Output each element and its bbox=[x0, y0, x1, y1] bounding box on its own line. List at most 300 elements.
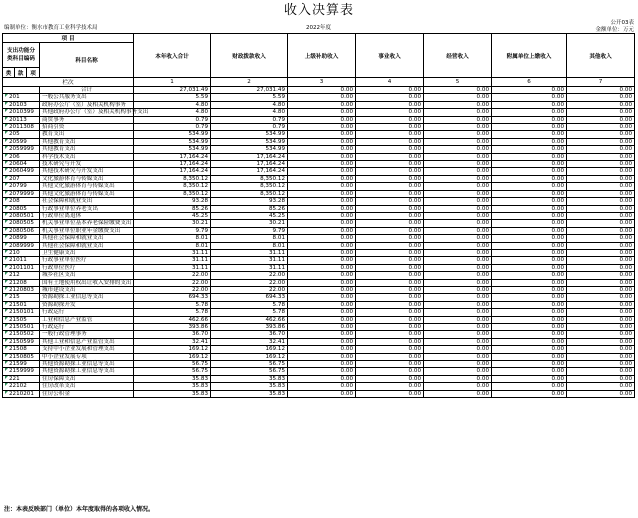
row-value: 0.00 bbox=[424, 146, 492, 153]
row-value: 534.99 bbox=[211, 131, 288, 138]
row-value: 0.00 bbox=[288, 109, 356, 116]
row-value: 0.00 bbox=[356, 116, 424, 123]
row-value: 0.00 bbox=[424, 264, 492, 271]
row-value: 56.75 bbox=[211, 368, 288, 375]
table-row bbox=[3, 146, 635, 153]
row-value: 0.00 bbox=[567, 338, 635, 345]
row-value: 0.00 bbox=[288, 205, 356, 212]
table-row bbox=[3, 168, 635, 175]
table-row bbox=[3, 242, 635, 249]
row-value: 0.00 bbox=[288, 131, 356, 138]
row-name: 政府办公厅（室）及相关机构事务 bbox=[40, 101, 134, 108]
cell-marker-icon bbox=[5, 206, 8, 209]
cell-marker-icon bbox=[5, 139, 8, 142]
row-code-text: 21501 bbox=[9, 301, 27, 308]
row-value: 8,350.12 bbox=[134, 190, 211, 197]
cell-marker-icon bbox=[5, 302, 8, 305]
row-value: 85.26 bbox=[134, 205, 211, 212]
row-code bbox=[3, 227, 40, 234]
row-code-text: 205 bbox=[9, 131, 20, 138]
row-value: 36.70 bbox=[211, 331, 288, 338]
table-row bbox=[3, 131, 635, 138]
cell-marker-icon bbox=[5, 102, 8, 105]
cell-marker-icon bbox=[5, 228, 8, 231]
row-value: 22.00 bbox=[134, 272, 211, 279]
row-value: 0.00 bbox=[288, 301, 356, 308]
row-code-text: 221 bbox=[9, 375, 20, 382]
row-value: 35.83 bbox=[134, 390, 211, 397]
report-title: 收入决算表 bbox=[283, 3, 354, 18]
row-value: 0.00 bbox=[492, 301, 567, 308]
row-value: 35.83 bbox=[211, 383, 288, 390]
row-value: 8,350.12 bbox=[134, 175, 211, 182]
row-code-text: 20899 bbox=[9, 235, 27, 242]
table-row bbox=[3, 361, 635, 368]
table-row bbox=[3, 279, 635, 286]
row-code bbox=[3, 220, 40, 227]
row-value: 4.80 bbox=[211, 109, 288, 116]
row-value: 0.00 bbox=[492, 279, 567, 286]
row-value: 0.00 bbox=[567, 257, 635, 264]
cell-marker-icon bbox=[5, 339, 8, 342]
row-code-text: 2101101 bbox=[9, 264, 34, 271]
cell-marker-icon bbox=[5, 361, 8, 364]
cell-marker-icon bbox=[5, 317, 8, 320]
row-code bbox=[3, 375, 40, 382]
table-row bbox=[3, 331, 635, 338]
cell-marker-icon bbox=[5, 391, 8, 394]
table-row bbox=[3, 183, 635, 190]
row-code bbox=[3, 190, 40, 197]
row-value: 0.00 bbox=[492, 286, 567, 293]
row-value: 0.00 bbox=[424, 235, 492, 242]
row-value: 0.00 bbox=[492, 390, 567, 397]
row-name: 技术研究与开发 bbox=[40, 161, 134, 168]
row-value: 169.12 bbox=[211, 353, 288, 360]
row-name: 机关事业单位基本养老保险缴费支出 bbox=[40, 220, 134, 227]
row-name: 住房改革支出 bbox=[40, 383, 134, 390]
row-code-text: 21208 bbox=[9, 279, 27, 286]
cell-marker-icon bbox=[5, 176, 8, 179]
row-value: 0.00 bbox=[492, 116, 567, 123]
row-code bbox=[3, 205, 40, 212]
row-code-text: 20113 bbox=[9, 116, 27, 123]
row-value: 393.86 bbox=[211, 324, 288, 331]
row-value: 0.00 bbox=[356, 346, 424, 353]
table-row bbox=[3, 390, 635, 397]
row-name: 支持中小企业发展和管理支出 bbox=[40, 346, 134, 353]
row-value: 9.79 bbox=[211, 227, 288, 234]
row-name: 商贸事务 bbox=[40, 116, 134, 123]
table-row bbox=[3, 198, 635, 205]
table-row bbox=[3, 338, 635, 345]
row-value: 0.00 bbox=[567, 131, 635, 138]
row-value: 0.00 bbox=[356, 279, 424, 286]
row-code bbox=[3, 101, 40, 108]
row-value: 0.00 bbox=[288, 183, 356, 190]
row-code bbox=[3, 390, 40, 397]
row-value: 0.00 bbox=[356, 264, 424, 271]
row-name: 一般公共服务支出 bbox=[40, 94, 134, 101]
row-name: 其他社会保障和就业支出 bbox=[40, 242, 134, 249]
row-value: 0.00 bbox=[567, 87, 635, 94]
row-value: 8,350.12 bbox=[211, 175, 288, 182]
row-value: 0.00 bbox=[288, 227, 356, 234]
col-index-label: 栏次 bbox=[3, 78, 134, 87]
row-value: 0.00 bbox=[356, 175, 424, 182]
row-value: 393.86 bbox=[134, 324, 211, 331]
cell-marker-icon bbox=[5, 131, 8, 134]
row-value: 0.00 bbox=[424, 301, 492, 308]
row-value: 30.21 bbox=[134, 220, 211, 227]
row-value: 0.00 bbox=[356, 361, 424, 368]
row-value: 0.00 bbox=[492, 212, 567, 219]
cell-marker-icon bbox=[5, 183, 8, 186]
row-value: 0.00 bbox=[492, 205, 567, 212]
row-code bbox=[3, 294, 40, 301]
row-value: 0.00 bbox=[492, 338, 567, 345]
cell-marker-icon bbox=[5, 117, 8, 120]
row-name: 其他教育支出 bbox=[40, 146, 134, 153]
row-value: 0.00 bbox=[492, 324, 567, 331]
row-value: 0.00 bbox=[424, 309, 492, 316]
row-value: 0.00 bbox=[356, 338, 424, 345]
row-value: 0.00 bbox=[356, 168, 424, 175]
table-row bbox=[3, 124, 635, 131]
row-value: 0.00 bbox=[567, 175, 635, 182]
row-value: 0.00 bbox=[567, 242, 635, 249]
row-value: 0.00 bbox=[567, 368, 635, 375]
row-name: 其他社会保障和就业支出 bbox=[40, 235, 134, 242]
row-value: 169.12 bbox=[134, 346, 211, 353]
row-value: 0.00 bbox=[288, 286, 356, 293]
cell-marker-icon bbox=[5, 383, 8, 386]
table-row bbox=[3, 368, 635, 375]
row-value: 93.28 bbox=[211, 198, 288, 205]
row-value: 462.66 bbox=[211, 316, 288, 323]
table-row bbox=[3, 220, 635, 227]
row-name: 工业和信息产业监管 bbox=[40, 316, 134, 323]
project-header: 项 目 bbox=[3, 34, 134, 43]
table-row bbox=[3, 316, 635, 323]
row-name: 社会保障和就业支出 bbox=[40, 198, 134, 205]
row-code-text: 2089999 bbox=[9, 242, 34, 249]
row-code-text: 2080501 bbox=[9, 212, 34, 219]
row-name: 其他资源勘探工业信息等支出 bbox=[40, 361, 134, 368]
row-code-text: 2059999 bbox=[9, 146, 34, 153]
table-row bbox=[3, 249, 635, 256]
row-value: 0.00 bbox=[356, 124, 424, 131]
row-value: 0.00 bbox=[356, 242, 424, 249]
row-value: 0.00 bbox=[356, 183, 424, 190]
row-value: 0.00 bbox=[424, 205, 492, 212]
row-value: 35.83 bbox=[134, 383, 211, 390]
row-value: 0.00 bbox=[288, 249, 356, 256]
row-value: 0.00 bbox=[492, 161, 567, 168]
row-value: 0.00 bbox=[288, 146, 356, 153]
row-value: 0.00 bbox=[424, 324, 492, 331]
row-value: 0.00 bbox=[424, 124, 492, 131]
row-code bbox=[3, 168, 40, 175]
row-value: 0.00 bbox=[492, 198, 567, 205]
row-code-text: 20604 bbox=[9, 161, 27, 168]
row-value: 0.00 bbox=[567, 146, 635, 153]
row-value: 0.00 bbox=[424, 286, 492, 293]
row-value: 36.70 bbox=[134, 331, 211, 338]
row-value: 0.00 bbox=[424, 116, 492, 123]
row-code bbox=[3, 316, 40, 323]
table-row bbox=[3, 101, 635, 108]
row-value: 0.00 bbox=[492, 272, 567, 279]
row-value: 0.00 bbox=[424, 257, 492, 264]
row-name: 行政事业单位医疗 bbox=[40, 257, 134, 264]
row-name: 卫生健康支出 bbox=[40, 249, 134, 256]
row-name: 合计 bbox=[40, 87, 134, 94]
table-row bbox=[3, 109, 635, 116]
row-value: 8,350.12 bbox=[211, 183, 288, 190]
row-value: 0.00 bbox=[492, 368, 567, 375]
cell-marker-icon bbox=[5, 346, 8, 349]
row-value: 0.00 bbox=[288, 257, 356, 264]
row-value: 5.59 bbox=[211, 94, 288, 101]
cell-marker-icon bbox=[5, 168, 8, 171]
cell-marker-icon bbox=[5, 280, 8, 283]
row-value: 0.00 bbox=[424, 212, 492, 219]
row-value: 0.00 bbox=[567, 109, 635, 116]
row-value: 0.00 bbox=[492, 257, 567, 264]
col-header-business: 经营收入 bbox=[424, 34, 492, 78]
row-code-text: 20799 bbox=[9, 183, 27, 190]
row-code bbox=[3, 109, 40, 116]
row-value: 0.00 bbox=[567, 212, 635, 219]
row-value: 169.12 bbox=[134, 353, 211, 360]
row-name: 其他文化旅游体育与传媒支出 bbox=[40, 190, 134, 197]
row-value: 0.00 bbox=[567, 279, 635, 286]
row-value: 0.00 bbox=[356, 272, 424, 279]
row-value: 17,164.24 bbox=[134, 168, 211, 175]
row-value: 0.00 bbox=[424, 94, 492, 101]
row-value: 4.80 bbox=[134, 101, 211, 108]
income-table bbox=[2, 33, 635, 398]
row-name: 其他资源勘探工业信息等支出 bbox=[40, 368, 134, 375]
row-code bbox=[3, 264, 40, 271]
row-value: 45.25 bbox=[134, 212, 211, 219]
table-row bbox=[3, 264, 635, 271]
row-value: 22.00 bbox=[211, 279, 288, 286]
row-value: 0.00 bbox=[567, 301, 635, 308]
table-row bbox=[3, 235, 635, 242]
table-row bbox=[3, 138, 635, 145]
cell-marker-icon bbox=[5, 243, 8, 246]
row-code bbox=[3, 183, 40, 190]
row-value: 0.00 bbox=[288, 338, 356, 345]
row-name: 其他工业和信息产业监管支出 bbox=[40, 338, 134, 345]
row-value: 0.00 bbox=[567, 361, 635, 368]
row-value: 0.00 bbox=[424, 279, 492, 286]
table-row bbox=[3, 161, 635, 168]
row-value: 0.00 bbox=[288, 94, 356, 101]
row-value: 0.00 bbox=[492, 168, 567, 175]
row-value: 0.00 bbox=[356, 294, 424, 301]
col-header-affiliate: 附属单位上缴收入 bbox=[492, 34, 567, 78]
table-row bbox=[3, 212, 635, 219]
row-name: 其他技术研究与开发支出 bbox=[40, 168, 134, 175]
row-value: 31.11 bbox=[211, 249, 288, 256]
row-name: 资源勘探开发 bbox=[40, 301, 134, 308]
row-code-text: 2120803 bbox=[9, 286, 34, 293]
row-value: 5.78 bbox=[211, 309, 288, 316]
row-value: 0.00 bbox=[356, 198, 424, 205]
row-value: 0.00 bbox=[356, 249, 424, 256]
row-value: 0.00 bbox=[492, 190, 567, 197]
row-code bbox=[3, 353, 40, 360]
row-value: 22.00 bbox=[211, 286, 288, 293]
row-value: 0.00 bbox=[567, 227, 635, 234]
row-value: 0.00 bbox=[567, 235, 635, 242]
row-name: 住房公积金 bbox=[40, 390, 134, 397]
row-value: 0.00 bbox=[567, 309, 635, 316]
row-value: 0.00 bbox=[492, 242, 567, 249]
row-value: 0.00 bbox=[356, 212, 424, 219]
row-value: 0.00 bbox=[492, 220, 567, 227]
table-body bbox=[3, 87, 635, 398]
row-value: 0.00 bbox=[424, 198, 492, 205]
cell-marker-icon bbox=[5, 324, 8, 327]
row-code bbox=[3, 279, 40, 286]
row-code-text: 212 bbox=[9, 272, 20, 279]
row-value: 0.00 bbox=[492, 109, 567, 116]
row-value: 5.78 bbox=[134, 301, 211, 308]
row-code bbox=[3, 212, 40, 219]
cell-marker-icon bbox=[5, 294, 8, 297]
row-value: 0.00 bbox=[288, 87, 356, 94]
row-name: 城乡社区支出 bbox=[40, 272, 134, 279]
row-value: 0.00 bbox=[288, 101, 356, 108]
row-value: 0.00 bbox=[492, 146, 567, 153]
row-value: 0.00 bbox=[424, 190, 492, 197]
row-code-text: 21011 bbox=[9, 257, 27, 264]
cell-marker-icon bbox=[5, 265, 8, 268]
row-value: 0.00 bbox=[567, 286, 635, 293]
table-row bbox=[3, 301, 635, 308]
row-code bbox=[3, 124, 40, 131]
row-value: 0.00 bbox=[567, 316, 635, 323]
row-code-text: 208 bbox=[9, 198, 20, 205]
kuan-header: 款 bbox=[15, 68, 27, 78]
row-code bbox=[3, 309, 40, 316]
row-value: 0.00 bbox=[567, 249, 635, 256]
row-value: 0.00 bbox=[424, 109, 492, 116]
row-value: 0.00 bbox=[356, 390, 424, 397]
row-code bbox=[3, 331, 40, 338]
row-code-text: 2080505 bbox=[9, 220, 34, 227]
row-name: 一般行政管理事务 bbox=[40, 331, 134, 338]
row-value: 31.11 bbox=[134, 249, 211, 256]
row-value: 85.26 bbox=[211, 205, 288, 212]
row-name: 文化旅游体育与传媒支出 bbox=[40, 175, 134, 182]
cell-marker-icon bbox=[5, 250, 8, 253]
row-code-text: 2010399 bbox=[9, 109, 34, 116]
row-value: 5.59 bbox=[134, 94, 211, 101]
cell-marker-icon bbox=[5, 272, 8, 275]
row-value: 0.00 bbox=[288, 153, 356, 160]
money-unit: 金额单位：万元 bbox=[595, 27, 634, 33]
row-value: 27,031.49 bbox=[211, 87, 288, 94]
table-row bbox=[3, 94, 635, 101]
row-value: 0.00 bbox=[288, 383, 356, 390]
row-value: 0.00 bbox=[424, 220, 492, 227]
row-code bbox=[3, 175, 40, 182]
row-value: 0.00 bbox=[424, 353, 492, 360]
row-code-text: 2150502 bbox=[9, 331, 34, 338]
row-value: 0.00 bbox=[567, 168, 635, 175]
row-value: 0.00 bbox=[424, 368, 492, 375]
cell-marker-icon bbox=[5, 309, 8, 312]
row-value: 0.00 bbox=[424, 346, 492, 353]
row-value: 31.11 bbox=[134, 257, 211, 264]
row-code bbox=[3, 153, 40, 160]
cell-marker-icon bbox=[5, 109, 8, 112]
row-value: 0.00 bbox=[492, 346, 567, 353]
row-value: 17,164.24 bbox=[134, 153, 211, 160]
cell-marker-icon bbox=[5, 191, 8, 194]
row-code bbox=[3, 116, 40, 123]
row-value: 0.00 bbox=[356, 131, 424, 138]
row-code-text: 2060499 bbox=[9, 168, 34, 175]
row-value: 0.00 bbox=[288, 324, 356, 331]
cell-marker-icon bbox=[5, 146, 8, 149]
row-code bbox=[3, 301, 40, 308]
row-value: 5.78 bbox=[211, 301, 288, 308]
row-code-text: 20805 bbox=[9, 205, 27, 212]
row-value: 462.66 bbox=[134, 316, 211, 323]
row-value: 0.00 bbox=[288, 198, 356, 205]
row-value: 0.00 bbox=[356, 138, 424, 145]
row-value: 0.00 bbox=[288, 264, 356, 271]
row-value: 17,164.24 bbox=[134, 161, 211, 168]
row-name: 其他政府办公厅（室）及相关机构事务支出 bbox=[40, 109, 134, 116]
cell-marker-icon bbox=[5, 376, 8, 379]
table-row bbox=[3, 205, 635, 212]
row-name: 中小企业发展专项 bbox=[40, 353, 134, 360]
cell-marker-icon bbox=[5, 154, 8, 157]
row-value: 0.00 bbox=[356, 94, 424, 101]
row-value: 0.00 bbox=[492, 294, 567, 301]
row-code bbox=[3, 324, 40, 331]
row-value: 8.01 bbox=[134, 242, 211, 249]
row-value: 0.00 bbox=[288, 220, 356, 227]
row-value: 0.00 bbox=[288, 346, 356, 353]
code-header: 支出功能分类科目编码 bbox=[3, 43, 40, 68]
row-value: 0.00 bbox=[567, 375, 635, 382]
row-value: 0.00 bbox=[567, 153, 635, 160]
row-value: 0.00 bbox=[424, 338, 492, 345]
row-value: 0.00 bbox=[288, 316, 356, 323]
row-value: 534.99 bbox=[134, 131, 211, 138]
row-value: 0.00 bbox=[424, 294, 492, 301]
row-value: 8.01 bbox=[211, 242, 288, 249]
table-header bbox=[3, 34, 635, 87]
row-value: 0.00 bbox=[356, 309, 424, 316]
cell-marker-icon bbox=[5, 213, 8, 216]
row-code-text: 2079999 bbox=[9, 190, 34, 197]
row-value: 56.75 bbox=[211, 361, 288, 368]
row-value: 0.00 bbox=[356, 161, 424, 168]
row-value: 0.00 bbox=[567, 383, 635, 390]
row-value: 534.99 bbox=[211, 138, 288, 145]
row-value: 0.00 bbox=[288, 353, 356, 360]
col-header-service: 事业收入 bbox=[356, 34, 424, 78]
